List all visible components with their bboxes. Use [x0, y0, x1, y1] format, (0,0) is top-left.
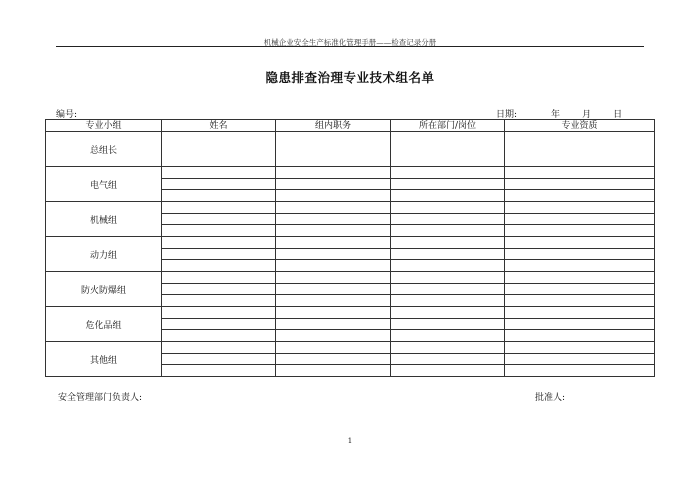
department-cell	[391, 213, 505, 225]
table-row	[46, 307, 655, 319]
header-rule	[56, 46, 644, 47]
qualification-cell	[505, 167, 655, 179]
name-cell	[162, 295, 276, 307]
qualification-cell	[505, 272, 655, 284]
name-cell	[162, 318, 276, 330]
qualification-cell	[505, 330, 655, 342]
name-cell	[162, 330, 276, 342]
name-cell	[162, 213, 276, 225]
role-cell	[276, 190, 391, 202]
qualification-cell	[505, 237, 655, 249]
role-cell	[276, 225, 391, 237]
column-header-qualification: 专业资质	[505, 120, 655, 132]
table-row	[46, 202, 655, 214]
name-cell	[162, 272, 276, 284]
column-header-group: 专业小组	[46, 120, 162, 132]
group-name-cell: 电气组	[46, 167, 162, 202]
name-cell	[162, 365, 276, 377]
department-cell	[391, 132, 505, 167]
table-body	[46, 132, 655, 377]
group-name-cell: 机械组	[46, 202, 162, 237]
group-name-cell: 其他组	[46, 342, 162, 377]
role-cell	[276, 342, 391, 354]
department-cell	[391, 330, 505, 342]
qualification-cell	[505, 318, 655, 330]
approver-signature-label: 批准人:	[535, 393, 566, 403]
role-cell	[276, 272, 391, 284]
table-row	[46, 272, 655, 284]
document-title: 隐患排查治理专业技术组名单	[265, 70, 435, 85]
year-label: 年	[551, 110, 561, 120]
role-cell	[276, 365, 391, 377]
table-row	[46, 132, 655, 167]
department-cell	[391, 318, 505, 330]
roster-table	[45, 119, 655, 377]
name-cell	[162, 248, 276, 260]
name-cell	[162, 202, 276, 214]
qualification-cell	[505, 260, 655, 272]
name-cell	[162, 237, 276, 249]
department-cell	[391, 307, 505, 319]
qualification-cell	[505, 190, 655, 202]
running-header: 机械企业安全生产标准化管理手册——检查记录分册	[263, 38, 437, 47]
department-cell	[391, 178, 505, 190]
name-cell	[162, 342, 276, 354]
group-name-cell: 防火防爆组	[46, 272, 162, 307]
name-cell	[162, 132, 276, 167]
name-cell	[162, 353, 276, 365]
role-cell	[276, 318, 391, 330]
qualification-cell	[505, 225, 655, 237]
department-cell	[391, 237, 505, 249]
name-cell	[162, 283, 276, 295]
department-cell	[391, 167, 505, 179]
qualification-cell	[505, 365, 655, 377]
role-cell	[276, 178, 391, 190]
page-number: 1	[347, 437, 353, 445]
qualification-cell	[505, 202, 655, 214]
qualification-cell	[505, 307, 655, 319]
group-name-cell: 危化品组	[46, 307, 162, 342]
department-cell	[391, 365, 505, 377]
table-row	[46, 237, 655, 249]
name-cell	[162, 260, 276, 272]
date-label: 日期:	[496, 110, 518, 120]
qualification-cell	[505, 178, 655, 190]
name-cell	[162, 225, 276, 237]
role-cell	[276, 295, 391, 307]
qualification-cell	[505, 283, 655, 295]
role-cell	[276, 353, 391, 365]
name-cell	[162, 190, 276, 202]
role-cell	[276, 307, 391, 319]
qualification-cell	[505, 213, 655, 225]
month-label: 月	[582, 110, 592, 120]
name-cell	[162, 307, 276, 319]
number-label: 编号:	[56, 110, 78, 120]
role-cell	[276, 167, 391, 179]
column-header-role: 组内职务	[276, 120, 391, 132]
role-cell	[276, 283, 391, 295]
department-cell	[391, 225, 505, 237]
role-cell	[276, 248, 391, 260]
qualification-cell	[505, 132, 655, 167]
table-header-row	[46, 120, 655, 132]
role-cell	[276, 237, 391, 249]
role-cell	[276, 330, 391, 342]
department-cell	[391, 190, 505, 202]
department-cell	[391, 272, 505, 284]
group-name-cell: 总组长	[46, 132, 162, 167]
department-cell	[391, 260, 505, 272]
column-header-name: 姓名	[162, 120, 276, 132]
department-cell	[391, 202, 505, 214]
department-cell	[391, 295, 505, 307]
qualification-cell	[505, 295, 655, 307]
name-cell	[162, 167, 276, 179]
role-cell	[276, 202, 391, 214]
name-cell	[162, 178, 276, 190]
department-cell	[391, 248, 505, 260]
qualification-cell	[505, 342, 655, 354]
department-cell	[391, 283, 505, 295]
safety-dept-signature-label: 安全管理部门负责人:	[58, 393, 143, 403]
department-cell	[391, 353, 505, 365]
role-cell	[276, 260, 391, 272]
qualification-cell	[505, 248, 655, 260]
day-label: 日	[613, 110, 623, 120]
table-row	[46, 167, 655, 179]
role-cell	[276, 213, 391, 225]
qualification-cell	[505, 353, 655, 365]
department-cell	[391, 342, 505, 354]
table-row	[46, 342, 655, 354]
group-name-cell: 动力组	[46, 237, 162, 272]
column-header-department: 所在部门/岗位	[391, 120, 505, 132]
role-cell	[276, 132, 391, 167]
